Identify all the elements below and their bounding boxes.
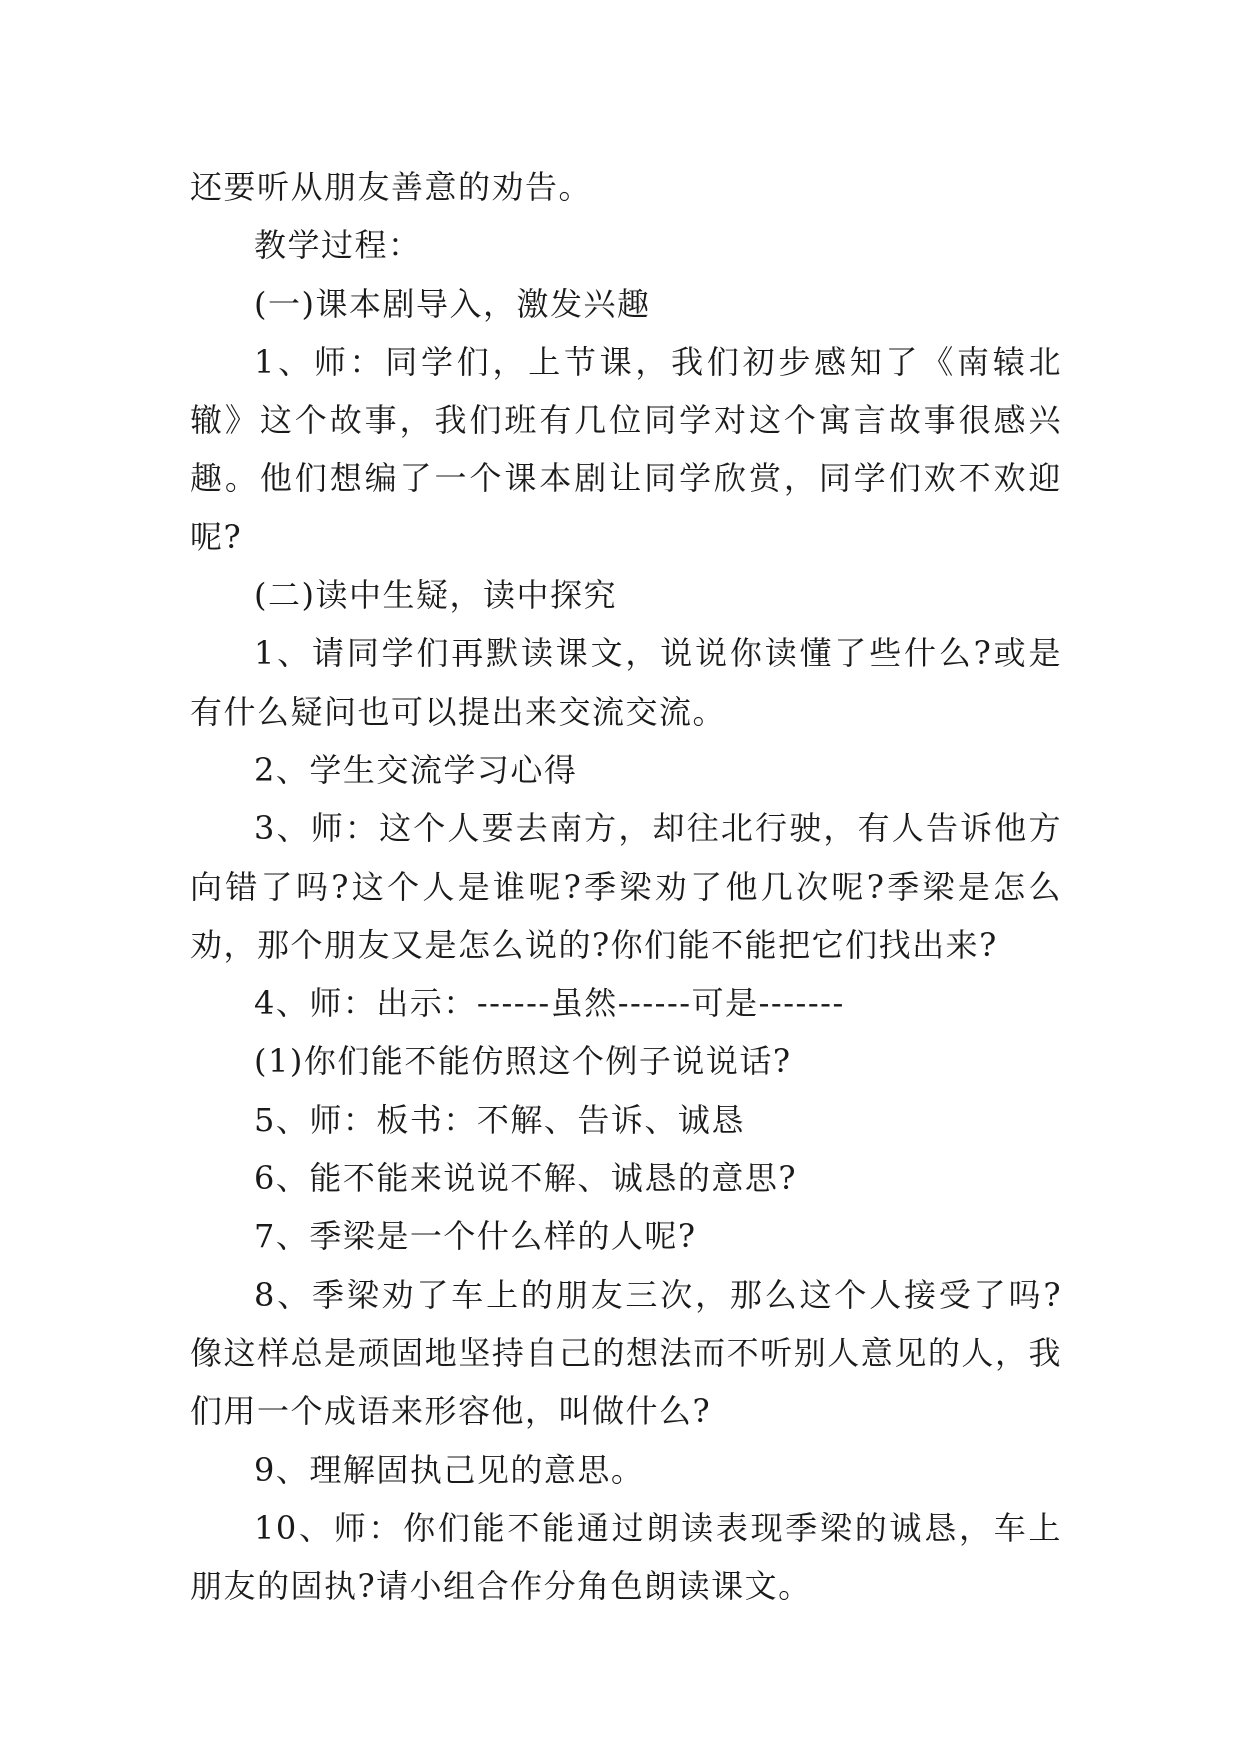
paragraph: 1、师：同学们，上节课，我们初步感知了《南辕北辙》这个故事，我们班有几位同学对这个寓言故事很感兴趣。他们想编了一个课本剧让同学欣赏，同学们欢不欢迎呢? (190, 342, 1062, 556)
paragraph: 4、师：出示：------虽然------可是------- (254, 984, 845, 1023)
paragraph: 7、季梁是一个什么样的人呢? (254, 1217, 697, 1256)
paragraph: 2、学生交流学习心得 (254, 750, 578, 789)
section-heading: (二)读中生疑，读中探究 (254, 576, 617, 615)
paragraph: 10、师：你们能不能通过朗读表现季梁的诚恳，车上朋友的固执?请小组合作分角色朗读课文。 (190, 1508, 1062, 1606)
document-body (190, 158, 1062, 1615)
paragraph: (1)你们能不能仿照这个例子说说话? (254, 1042, 792, 1081)
paragraph: 9、理解固执己见的意思。 (254, 1450, 645, 1489)
paragraph: 5、师：板书：不解、告诉、诚恳 (254, 1100, 745, 1139)
paragraph: 8、季梁劝了车上的朋友三次，那么这个人接受了吗?像这样总是顽固地坚持自己的想法而不听别人意见的人，我们用一个成语来形容他，叫做什么? (190, 1275, 1062, 1431)
paragraph: 6、能不能来说说不解、诚恳的意思? (254, 1159, 798, 1198)
section-heading: (一)课本剧导入，激发兴趣 (254, 284, 651, 323)
paragraph: 还要听从朋友善意的劝告。 (190, 168, 593, 206)
paragraph: 3、师：这个人要去南方，却往北行驶，有人告诉他方向错了吗?这个人是谁呢?季梁劝了他几次呢?季梁是怎么劝，那个朋友又是怎么说的?你们能不能把它们找出来? (190, 809, 1062, 964)
paragraph: 1、请同学们再默读课文，说说你读懂了些什么?或是有什么疑问也可以提出来交流交流。 (190, 634, 1062, 731)
paragraph: 教学过程： (254, 226, 422, 265)
